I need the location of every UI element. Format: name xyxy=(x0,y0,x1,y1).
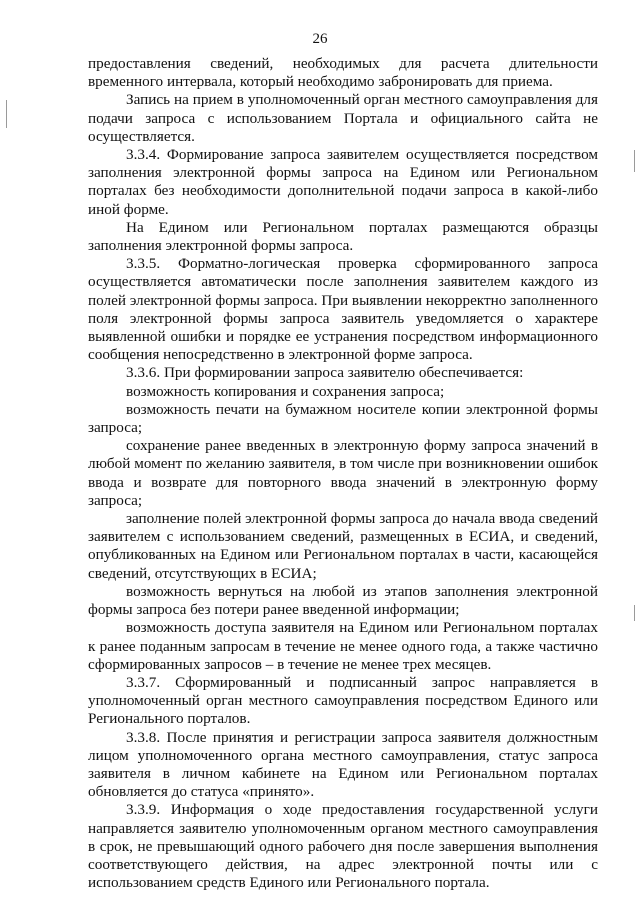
document-body xyxy=(88,55,598,892)
page-number: 26 xyxy=(312,31,328,47)
list-item: возможность доступа заявителя на Едином или Региональном порталах к ранее поданным запросам в течение не менее одного года, а также частично сформированных запросов – в течение не менее трех месяцев. xyxy=(88,619,598,673)
paragraph: предоставления сведений, необходимых для расчета длительности временного интервала, который необходимо забронировать для приема. xyxy=(88,55,598,91)
left-margin-mark xyxy=(6,100,7,128)
paragraph: 3.3.8. После принятия и регистрации запроса заявителя должностным лицом уполномоченного органа местного самоуправления, статус запроса заявителя в личном кабинете на Едином или Региональном порталах обновляется до статуса «принято». xyxy=(88,728,598,801)
list-item: сохранение ранее введенных в электронную форму запроса значений в любой момент по желанию заявителя, в том числе при возникновении ошибок ввода и возврате для повторного ввода значений в электронную форму запроса; xyxy=(88,437,598,509)
paragraph: На Едином или Региональном порталах размещаются образцы заполнения электронной формы запроса. xyxy=(88,218,598,255)
paragraph: 3.3.6. При формировании запроса заявителю обеспечивается: xyxy=(126,364,524,382)
paragraph: 3.3.9. Информация о ходе предоставления государственной услуги направляется заявителю уполномоченным органом местного самоуправления в срок, не превышающий одного рабочего дня после завершения выполнения соответствующего действия, на адрес электронной почты или с использованием средств Единого или Регионального портала. xyxy=(88,801,598,892)
paragraph: 3.3.5. Форматно-логическая проверка сформированного запроса осуществляется автоматически после заполнения заявителем каждого из полей электронной формы запроса. При выявлении некорректно заполненного поля электронной формы запроса заявитель уведомляется о характере выявленной ошибки и порядке ее устранения посредством информационного сообщения непосредственно в электронной форме запроса. xyxy=(88,255,598,364)
list-item: заполнение полей электронной формы запроса до начала ввода сведений заявителем с использованием сведений, размещенных в ЕСИА, и сведений, опубликованных на Едином или Региональном порталах в части, касающейся сведений, отсутствующих в ЕСИА; xyxy=(88,510,598,582)
right-margin-mark-lower xyxy=(634,605,635,621)
list-item: возможность печати на бумажном носителе копии электронной формы запроса; xyxy=(88,400,598,437)
list-item: возможность вернуться на любой из этапов заполнения электронной формы запроса без потери ранее введенной информации; xyxy=(88,582,598,619)
paragraph: 3.3.7. Сформированный и подписанный запрос направляется в уполномоченный орган местного самоуправления посредством Единого или Регионального порталов. xyxy=(88,673,598,728)
paragraph: 3.3.4. Формирование запроса заявителем осуществляется посредством заполнения электронной формы запроса на Едином или Региональном порталах без необходимости дополнительной подачи запроса в какой-либо иной форме. xyxy=(88,146,598,218)
right-margin-mark xyxy=(634,150,635,172)
list-item: возможность копирования и сохранения запроса; xyxy=(126,382,445,400)
paragraph: Запись на прием в уполномоченный орган местного самоуправления для подачи запроса с использованием Портала и официального сайта не осуществляется. xyxy=(88,91,598,145)
